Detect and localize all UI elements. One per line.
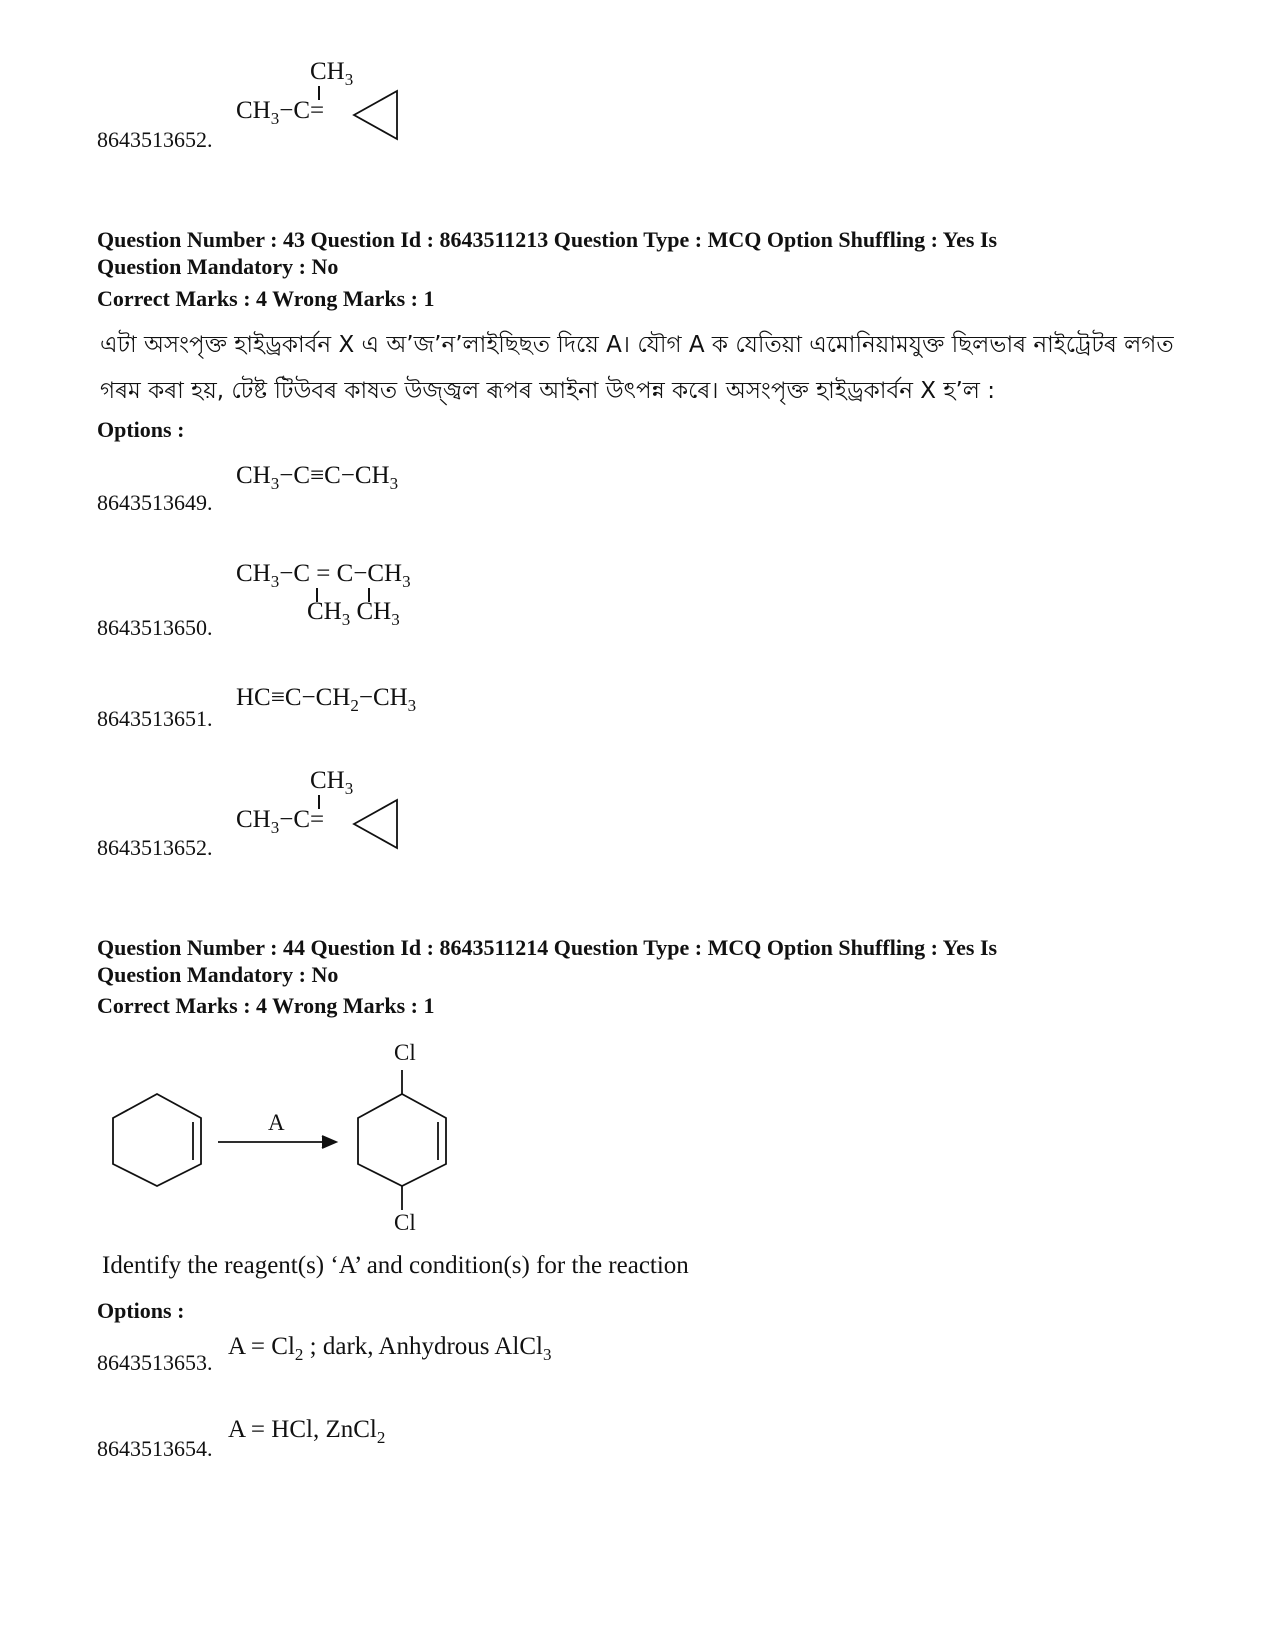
subscript: 2 bbox=[376, 1427, 386, 1447]
option-text: A = Cl bbox=[228, 1333, 295, 1360]
q43-option4-id[interactable]: 8643513652. bbox=[97, 835, 213, 860]
q43-option3-id[interactable]: 8643513651. bbox=[97, 706, 213, 731]
chem-top-ch3: $CH_3$ bbox=[310, 767, 354, 798]
q44-question-text: Identify the reagent(s) ‘A’ and condition(s) for the reaction bbox=[102, 1252, 689, 1279]
q43-options-label: Options : bbox=[97, 417, 185, 442]
q44-option2-id[interactable]: 8643513654. bbox=[97, 1436, 213, 1461]
q44-option1-id[interactable]: 8643513653. bbox=[97, 1350, 213, 1375]
option-id: 8643513652. bbox=[97, 127, 213, 152]
subscript: 3 bbox=[543, 1344, 552, 1364]
q43-option1-id[interactable]: 8643513649. bbox=[97, 490, 213, 515]
q43-header bbox=[97, 226, 1177, 280]
cl-top-label: Cl bbox=[394, 1040, 416, 1065]
prev-option-4 bbox=[0, 0, 1275, 170]
cl-bottom-label: Cl bbox=[394, 1210, 416, 1235]
q43-option2-formula: $CH_3-C = C-CH_3$ bbox=[236, 560, 411, 591]
q44-marks: Correct Marks : 4 Wrong Marks : 1 bbox=[97, 993, 435, 1018]
cyclopropane-icon bbox=[350, 797, 402, 853]
q44-header-line2: Question Mandatory : No bbox=[97, 962, 339, 987]
q44-header bbox=[97, 934, 1177, 988]
q43-text-line1: এটা অসংপৃক্ত হাইড্ৰকাৰ্বন X এ অ’জ’ন’লাইছিছত দিয়ে A। যৌগ A ক যেতিয়া এমোনিয়ামযুক্ত ছিলভাৰ নাইট্ৰেটৰ লগত bbox=[100, 332, 1174, 358]
q44-options-label: Options : bbox=[97, 1298, 185, 1323]
cyclopropane-icon bbox=[350, 88, 402, 144]
q43-text-line2: গৰম কৰা হয়, টেষ্ট টিউবৰ কাষত উজ্জ্বল ৰূপৰ আইনা উৎপন্ন কৰে। অসংপৃক্ত হাইড্ৰকাৰ্বন X হ’ল : bbox=[100, 378, 995, 404]
option-text: ; dark, Anhydrous AlCl bbox=[303, 1333, 543, 1360]
arrow-head bbox=[322, 1136, 336, 1148]
cyclohexene-ring bbox=[113, 1094, 201, 1186]
reagent-label: A bbox=[268, 1110, 285, 1135]
chem-top-ch3: $CH_3$ bbox=[310, 58, 354, 89]
option-text: A = HCl, ZnCl bbox=[228, 1416, 377, 1443]
q44-header-line1: Question Number : 44 Question Id : 8643511214 Question Type : MCQ Option Shuffling : Yes Is bbox=[97, 935, 998, 960]
q43-option1-formula: $CH_3-C\equiv C-CH_3$ bbox=[236, 462, 399, 493]
q43-option2-substituents: $CH_3$ $CH_3$ bbox=[307, 598, 400, 629]
chem-main-chain: $CH_3-C=$ bbox=[236, 97, 325, 128]
subscript: 2 bbox=[294, 1344, 304, 1364]
q43-header-line1: Question Number : 43 Question Id : 8643511213 Question Type : MCQ Option Shuffling : Yes Is bbox=[97, 227, 998, 252]
q43-option4-formula: $CH_3-C=$ bbox=[236, 806, 325, 837]
q43-option2-id[interactable]: 8643513650. bbox=[97, 615, 213, 640]
q43-marks: Correct Marks : 4 Wrong Marks : 1 bbox=[97, 286, 435, 311]
q43-option3-formula: $HC\equiv C-CH_2-CH_3$ bbox=[236, 684, 417, 715]
q43-header-line2: Question Mandatory : No bbox=[97, 254, 339, 279]
q44-option1-text bbox=[228, 1333, 552, 1364]
q44-option2-text bbox=[228, 1416, 386, 1447]
reaction-diagram bbox=[100, 1040, 480, 1240]
product-ring bbox=[358, 1094, 446, 1186]
